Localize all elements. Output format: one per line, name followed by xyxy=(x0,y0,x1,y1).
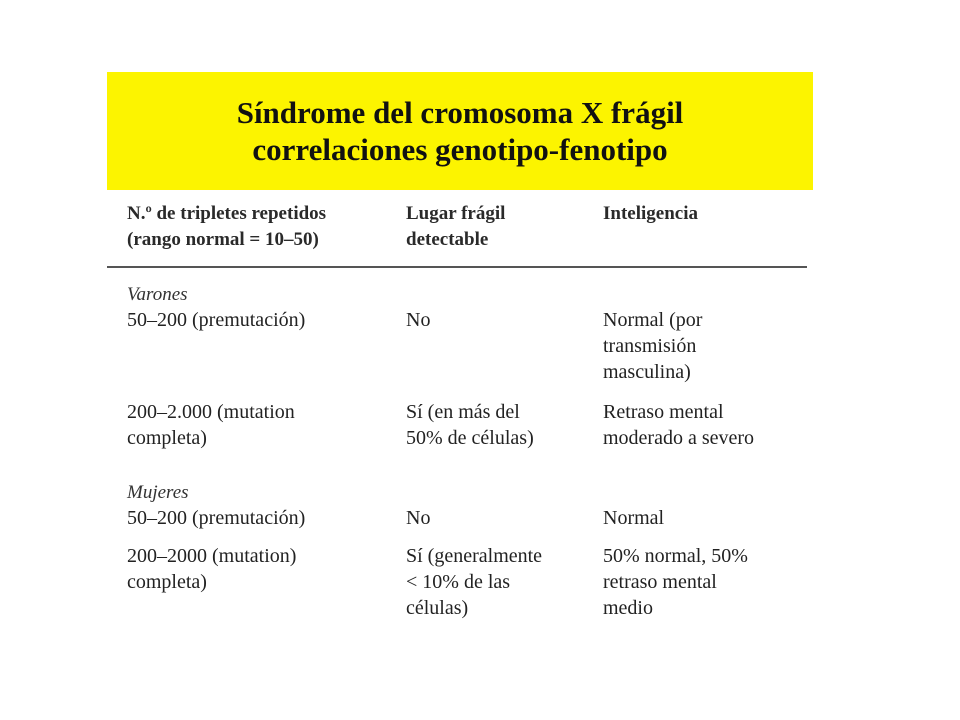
header-lugar-fragil xyxy=(406,201,505,253)
cell-line: No xyxy=(406,507,431,529)
table-row-1-col-3 xyxy=(603,307,702,385)
cell-line: 50% normal, 50% xyxy=(603,545,748,567)
cell-line: transmisión xyxy=(603,335,697,357)
title-line-2: correlaciones genotipo-fenotipo xyxy=(252,132,668,167)
group-label-varones: Varones xyxy=(127,284,188,305)
cell-line: Retraso mental xyxy=(603,401,724,423)
table-row-1-col-1 xyxy=(127,307,305,333)
table-row-1-col-2 xyxy=(406,307,430,333)
cell-line: 50–200 (premutación) xyxy=(127,507,306,529)
header-inteligencia xyxy=(603,201,698,227)
table-row-3-col-1 xyxy=(127,505,305,531)
header-lugar-fragil-line1: Lugar frágil xyxy=(406,203,506,224)
title-line-1: Síndrome del cromosoma X frágil xyxy=(236,95,684,130)
cell-line: células) xyxy=(406,597,469,619)
header-tripletes-line1: N.º de tripletes repetidos xyxy=(127,203,327,224)
cell-line: Normal xyxy=(603,507,665,529)
header-inteligencia-line1: Inteligencia xyxy=(603,203,698,224)
cell-line: retraso mental xyxy=(603,571,717,593)
cell-line: 200–2000 (mutation) xyxy=(127,545,297,567)
cell-line: completa) xyxy=(127,571,207,593)
cell-line: moderado a severo xyxy=(603,427,755,449)
cell-line: No xyxy=(406,309,431,331)
table-row-3-col-3 xyxy=(603,505,664,531)
cell-line: masculina) xyxy=(603,361,691,383)
table-row-3-col-2 xyxy=(406,505,430,531)
cell-line: completa) xyxy=(127,427,207,449)
cell-line: Normal (por xyxy=(603,309,703,331)
cell-line: Sí (generalmente xyxy=(406,545,543,567)
header-tripletes-line2: (rango normal = 10–50) xyxy=(127,229,319,250)
table-row-2-col-1 xyxy=(127,399,295,451)
cell-line: medio xyxy=(603,597,653,619)
table-row-2-col-2 xyxy=(406,399,534,451)
table-row-4-col-2 xyxy=(406,543,542,621)
group-label-mujeres: Mujeres xyxy=(127,482,189,503)
cell-line: Sí (en más del xyxy=(406,401,520,423)
cell-line: 200–2.000 (mutation xyxy=(127,401,295,423)
header-lugar-fragil-line2: detectable xyxy=(406,229,489,250)
cell-line: 50–200 (premutación) xyxy=(127,309,306,331)
cell-line: 50% de células) xyxy=(406,427,534,449)
table-row-2-col-3 xyxy=(603,399,754,451)
table-row-4-col-1 xyxy=(127,543,296,595)
header-divider xyxy=(107,266,807,268)
header-tripletes xyxy=(127,201,326,253)
title-banner xyxy=(107,72,813,190)
table-row-4-col-3 xyxy=(603,543,748,621)
cell-line: < 10% de las xyxy=(406,571,511,593)
